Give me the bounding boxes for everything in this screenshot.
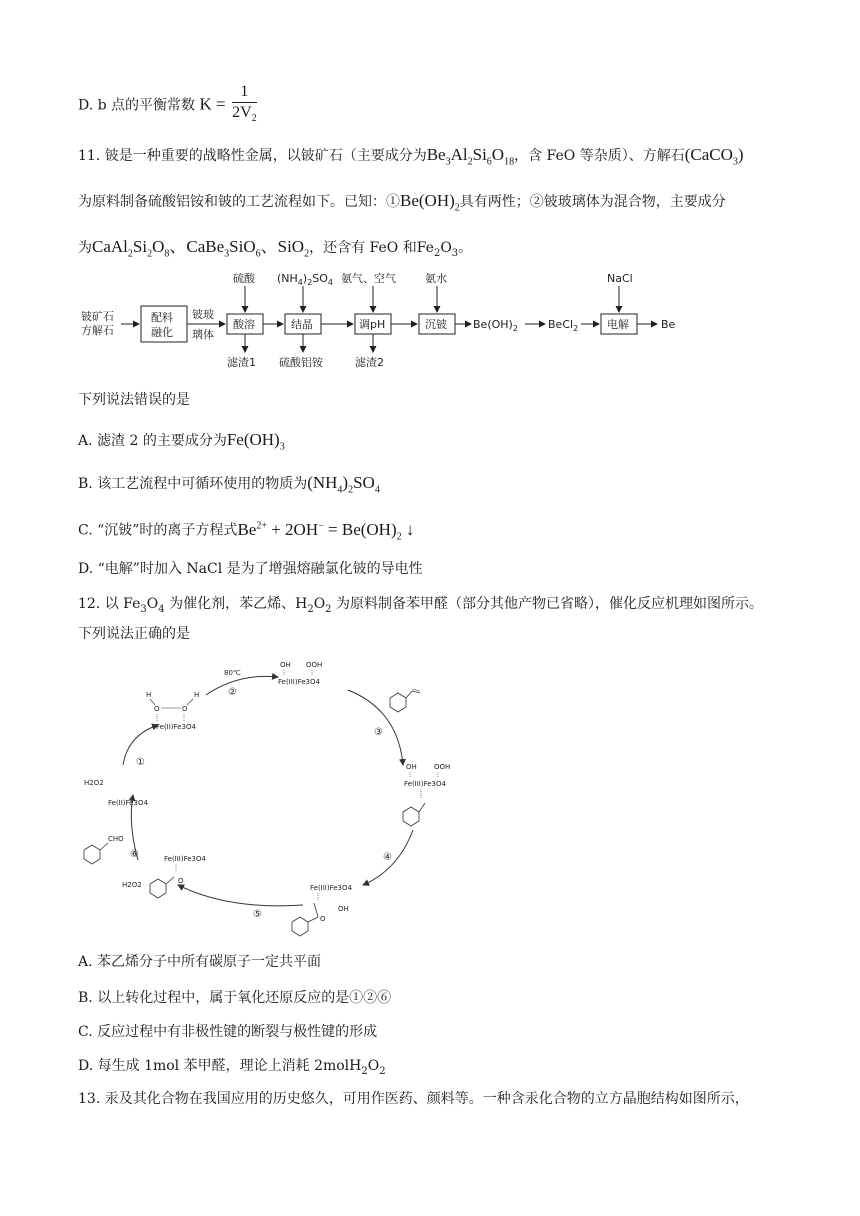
q11-text: 具有两性；②铍玻璃体为混合物，主要成分 [459, 194, 726, 210]
option-a-formula: $Fe(OH)_3$ [226, 430, 285, 453]
oh-label: OH [406, 763, 417, 771]
q10-option-d-fraction [232, 82, 257, 129]
q11-fe2o3-formula: $Fe_2O_3$ [416, 240, 459, 259]
q11-stem-line2 [78, 191, 726, 218]
peroxide-ring [292, 917, 308, 936]
oh-label: OH [280, 661, 291, 669]
q11-text: 。 [458, 240, 473, 256]
flow-bottom-residue1: 滤渣1 [227, 356, 256, 369]
flow-product-becl2: BeCl$_2$ [548, 318, 579, 333]
oh-label: OH [338, 905, 349, 913]
q11-option-d: D. “电解”时加入 NaCl 是为了增强熔融氯化铍的导电性 [78, 561, 423, 577]
step-3-label: ③ [374, 727, 383, 738]
epoxide-ring [150, 879, 166, 898]
fe3-fe3o4-label: Fe(III)Fe3O4 [278, 678, 320, 686]
step-4-label: ④ [383, 852, 392, 863]
q11-text: 为 [78, 240, 92, 256]
step-1-label: ① [136, 757, 145, 768]
o-label: O [178, 877, 184, 885]
q12-option-b: B. 以上转化过程中，属于氧化还原反应的是①②⑥ [78, 990, 392, 1006]
option-b-text: B. 该工艺流程中可循环使用的物质为 [78, 476, 308, 492]
h-label: H [146, 691, 152, 699]
q11-question: 下列说法错误的是 [78, 392, 190, 408]
flow-box-ph-label: 调pH [359, 318, 386, 331]
q11-text: ，含 FeO 等杂质）、方解石 [514, 148, 685, 164]
q11-stem-line3 [78, 237, 472, 264]
h2o2-label: H2O2 [84, 779, 104, 787]
q11-flow-diagram [75, 270, 685, 375]
q11-glass-formula: $CaAl_2Si_2O_8$、CaBe$_3$SiO$_6$、SiO$_2$ [92, 237, 310, 260]
q12-cycle-diagram [78, 655, 478, 940]
flow-box-crystal-label: 结晶 [291, 318, 313, 331]
styrene-benzene-ring [390, 693, 406, 712]
ooh-label: OOH [434, 763, 451, 771]
step-5-label: ⑤ [253, 909, 262, 920]
q12-option-a: A. 苯乙烯分子中所有碳原子一定共平面 [78, 954, 322, 970]
h-label: H [194, 691, 200, 699]
fraction-numerator: 1 [232, 82, 257, 103]
flow-top-ammonium-sulfate: $(NH_4)_2SO_4$ [277, 272, 334, 287]
flow-bottom-alum: 硫酸铝铵 [279, 356, 323, 369]
temp-label: 80℃ [224, 669, 241, 677]
q12-option-c: C. 反应过程中有非极性键的断裂与极性键的形成 [78, 1024, 378, 1040]
q11-text: ，还含有 FeO 和 [309, 240, 417, 256]
q10-option-d-text: D. b 点的平衡常数 [78, 97, 196, 114]
benzaldehyde-ring [84, 845, 100, 864]
fe2-fe3o4-label: Fe(II)Fe3O4 [156, 723, 196, 731]
flow-box-electrolysis-label: 电解 [607, 318, 629, 331]
flow-box-precip-label: 沉铍 [425, 318, 447, 331]
option-a-text: A. 滤渣 2 的主要成分为 [78, 433, 227, 449]
option-b-formula: $(NH_4)_2SO_4$ [307, 473, 380, 496]
q11-stem-line1 [78, 145, 744, 172]
q11-option-c [78, 516, 414, 547]
flow-glass-label2: 璃体 [192, 328, 214, 341]
fe2-fe3o4-label: Fe(II)Fe3O4 [108, 799, 148, 807]
cho-label: CHO [108, 835, 124, 843]
fe3-fe3o4-label: Fe(III)Fe3O4 [310, 884, 352, 892]
fraction-denominator: $2V_2$ [232, 104, 257, 125]
q11-beryl-formula: $Be_3Al_2Si_6O_{18}$ [426, 145, 515, 168]
flow-top-ammonia-water: 氨水 [425, 272, 447, 285]
q12-stem-line1: 12. 以 $Fe_3O_4$ 为催化剂，苯乙烯、$H_2O_2$ 为原料制备苯甲醛（部分其他产物已省略），催化反应机理如图所示。 [78, 596, 763, 615]
flow-input-calcite: 方解石 [81, 324, 114, 337]
q13-stem-line1: 13. 汞及其化合物在我国应用的历史悠久，可用作医药、颜料等。一种含汞化合物的立方晶胞结构如图所示， [78, 1091, 749, 1107]
fe3-fe3o4-label: Fe(III)Fe3O4 [164, 855, 206, 863]
q11-text: 为原料制备硫酸铝铵和铍的工艺流程如下。已知：① [78, 194, 400, 210]
o-label: O [320, 915, 326, 923]
flow-box-mix-label1: 配料 [151, 311, 173, 324]
ooh-label: OOH [306, 661, 323, 669]
flow-box-acid-label: 酸溶 [233, 318, 255, 331]
flow-product-beoh2: $Be(OH)_2$ [473, 318, 518, 333]
q10-option-d-k: K = [199, 94, 226, 114]
o-label: O [182, 705, 188, 713]
q11-option-b [78, 473, 380, 500]
styrene-adduct-ring [403, 807, 419, 826]
q11-beoh2-formula: $Be(OH)_2$ [400, 191, 460, 214]
q11-text: 11. 铍是一种重要的战略性金属，以铍矿石（主要成分为 [78, 148, 427, 164]
step-2-label: ② [228, 687, 237, 698]
flow-top-ammonia-air: 氨气、空气 [341, 272, 396, 285]
flow-box-mix-label2: 融化 [151, 326, 173, 339]
o-label: O [154, 705, 160, 713]
option-c-text: C. “沉铍”时的离子方程式 [78, 522, 238, 539]
flow-top-nacl: NaCl [607, 272, 633, 285]
step-6-label: ⑥ [130, 849, 139, 860]
option-c-formula: $Be^{2+} + 2OH^- = Be(OH)_2$ ↓ [237, 519, 415, 543]
q12-stem-line2: 下列说法正确的是 [78, 626, 190, 642]
h2o2-label: H2O2 [122, 881, 142, 889]
q11-caco3-formula: (CaCO$_3$) [684, 145, 744, 168]
q11-option-a [78, 430, 285, 457]
fe3-fe3o4-label: Fe(III)Fe3O4 [404, 780, 446, 788]
flow-bottom-residue2: 滤渣2 [355, 356, 384, 369]
flow-product-be: Be [661, 318, 676, 331]
q10-option-d [78, 82, 257, 129]
flow-input-ore: 铍矿石 [81, 310, 114, 323]
flow-top-sulfuric: 硫酸 [233, 272, 255, 285]
flow-glass-label1: 铍玻 [192, 308, 214, 321]
q12-option-d: D. 每生成 1mol 苯甲醛，理论上消耗 $2molH_2O_2$ [78, 1058, 386, 1077]
